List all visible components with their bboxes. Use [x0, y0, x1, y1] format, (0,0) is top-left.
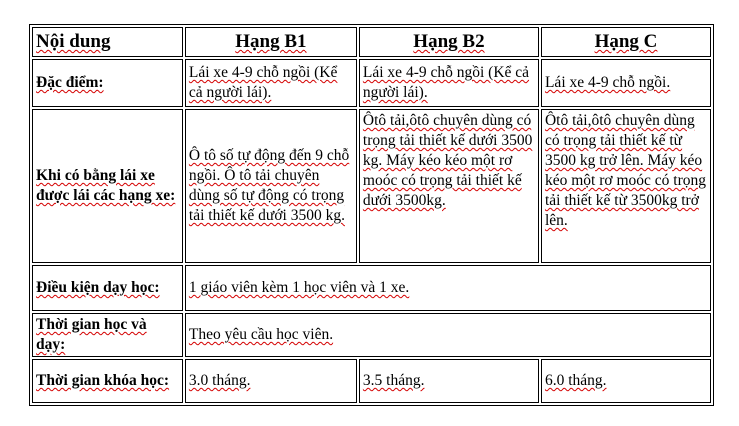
header-content-text: Nội dung: [36, 31, 111, 52]
duration-row: [32, 359, 711, 403]
vehicles-label-text: Khi có bằng lái xe được lái các hạng xe:: [36, 167, 176, 204]
conditions-value-text: 1 giáo viên kèm 1 học viên và 1 xe.: [188, 279, 410, 296]
vehicles-label: [32, 109, 183, 263]
header-content: [32, 27, 183, 57]
features-b1-text: Lái xe 4-9 chỗ ngồi (Kể cả người lái).: [188, 64, 338, 101]
duration-label-text: Thời gian khóa học:: [36, 372, 170, 389]
duration-c: [541, 359, 711, 403]
vehicles-b1-text: Ô tô số tự động đến 9 chỗ ngồi. Ô tô tải chuyên dùng số tự động có trọng tải thiết kế dưới 3500 kg.: [188, 147, 350, 224]
conditions-value: [185, 265, 711, 311]
header-b1-text: Hạng B1: [235, 31, 307, 52]
study-time-value: [185, 313, 711, 357]
features-row: [32, 59, 711, 107]
duration-label: [32, 359, 183, 403]
vehicles-c: [541, 109, 711, 263]
vehicles-b1: [185, 109, 357, 263]
header-c: [541, 27, 711, 57]
study-time-label-text: Thời gian học và dạy:: [36, 316, 147, 353]
features-label: [32, 59, 183, 107]
study-time-value-text: Theo yêu cầu học viên.: [188, 326, 334, 343]
study-time-label: [32, 313, 183, 357]
duration-b1-text: 3.0 tháng.: [188, 372, 251, 389]
conditions-row: [32, 265, 711, 311]
study-time-row: [32, 313, 711, 357]
duration-b2-text: 3.5 tháng.: [362, 372, 425, 389]
features-b2: [359, 59, 539, 107]
features-b2-text: Lái xe 4-9 chỗ ngồi (Kể cả người lái).: [362, 64, 530, 101]
features-label-text: Đặc điểm:: [36, 74, 104, 91]
header-c-text: Hạng C: [594, 31, 658, 52]
license-comparison-table: [29, 24, 714, 406]
vehicles-c-text: Ôtô tải,ôtô chuyên dùng có trọng tải thiết kế từ 3500 kg trở lên. Máy kéo kéo một rơ moóc có trọng tải thiết kế từ 3500kg trở lên.: [544, 112, 706, 229]
duration-b2: [359, 359, 539, 403]
features-c-text: Lái xe 4-9 chỗ ngồi.: [544, 74, 671, 91]
conditions-label: [32, 265, 183, 311]
vehicles-b2: [359, 109, 539, 263]
header-b2-text: Hạng B2: [413, 31, 485, 52]
header-b2: [359, 27, 539, 57]
header-row: [32, 27, 711, 57]
header-b1: [185, 27, 357, 57]
duration-b1: [185, 359, 357, 403]
vehicles-row: [32, 109, 711, 263]
duration-c-text: 6.0 tháng.: [544, 372, 607, 389]
features-b1: [185, 59, 357, 107]
conditions-label-text: Điều kiện dạy học:: [36, 279, 160, 296]
vehicles-b2-text: Ôtô tải,ôtô chuyên dùng có trọng tải thiết kế dưới 3500 kg. Máy kéo kéo một rơ moóc có trọng tải thiết kế dưới 3500kg.: [362, 112, 533, 209]
features-c: [541, 59, 711, 107]
